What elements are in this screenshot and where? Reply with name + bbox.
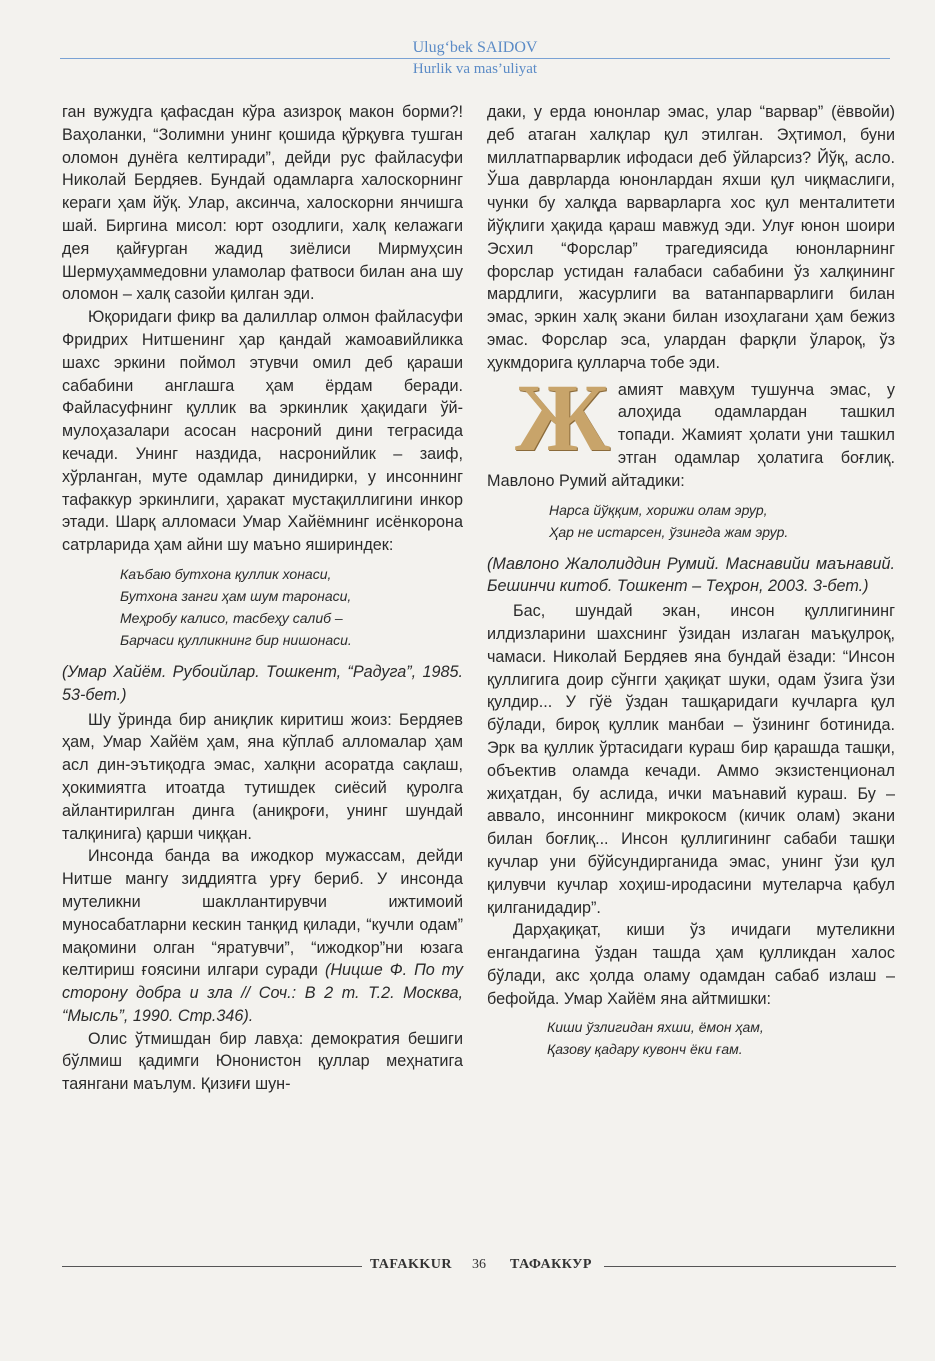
- page-number: 36: [472, 1257, 486, 1272]
- footer-journal-latin: TAFAKKUR: [370, 1257, 453, 1272]
- poem-line: Қазову қадару кувонч ёки ғам.: [547, 1041, 743, 1058]
- footer-rule-right: [604, 1266, 896, 1267]
- paragraph-text: Инсонда банда ва ижодкор мужассам, дейди Нитше мангу зиддиятга урғу бериб. У инсонда мутеликни шакллантирувчи ижтимоий муносабатларни кескин танқид қилади, “кучли одам” мақомини олган “яратувчи”, “ижодкор”ни юзага келтириш ғоясини илгари суради: [62, 847, 463, 980]
- poem-khayyam-2: [547, 1016, 895, 1060]
- paragraph: Бас, шундай экан, инсон қуллигининг илдизларини шахснинг ўзидан излаган маъқулроқ, чамаси. Николай Бердяев яна бундай ёзади: “Инсон қуллигига доир сўнгги ҳақиқат шуки, одам ўзига ўзи қулдир... У гўё ўздан ташқаридаги кучларга қул бўлади, бироқ қуллик манбаи – ўзининг ботинида. Эрк ва қуллик ўртасидаги кураш бир қарашда ташқи, объектив оламда кечади. Аммо экзистенционал жиҳатдан, бу аслида, ички маънавий кураш. Бу – аввало, инсоннинг микрокосм (кичик олам) экани билан боғлиқ... Инсон қуллигининг сабаби ташқи кучлар уни бўйсундирганида эмас, унинг ўзи қул қилувчи кучлар хоҳиш-иродасини мутеларча қабул қилганидадир”.: [487, 602, 895, 917]
- dropcap-paragraph: [487, 363, 895, 493]
- dropcap-letter: Ж: [515, 363, 610, 471]
- poem-line: Ҳар не истарсен, ўзингда жам эрур.: [549, 523, 789, 540]
- inline-citation: (Ницше Ф. По ту сторону добра и зла // Соч.: В 2 т. Т.2. Москва, “Мысль”, 1990. Стр.346).: [62, 961, 464, 1025]
- poem-line: Каъбаю бутхона қуллик хонаси,: [120, 565, 332, 582]
- poem-line: Бутхона занги ҳам шум таронаси,: [120, 587, 352, 604]
- poem-line: Меҳробу калисо, тасбеҳу салиб –: [120, 609, 343, 626]
- paragraph: [62, 845, 463, 1027]
- header-rule: [60, 58, 890, 59]
- poem-line: Киши ўзлигидан яхши, ёмон ҳам,: [547, 1019, 764, 1036]
- running-header: [60, 38, 890, 78]
- header-title: Hurlik va mas’uliyat: [412, 61, 538, 77]
- paragraph: ган вужудга қафасдан кўра азизроқ макон борми?! Ваҳоланки, “Золимни унинг қошида қўрқувга тушган оломон дунёга келтиради”, дейди рус файласуфи Николай Бердяев. Бундай одамларга халоскорнинг кераги ҳам йўқ. Улар, аксинча, халоскорни янчишга шай. Биргина мисол: юрт озодлиги, халқ келажаги дея қайғурган жадид зиёлиси Мирмуҳсин Шермуҳаммедовни уламолар фатвоси билан ана шу оломон – халқ сазойи қилган эди.: [62, 103, 463, 304]
- paragraph: Олис ўтмишдан бир лавҳа: демократия бешиги бўлмиш қадимги Юнонистон қуллар меҳнатига таянгани маълум. Қизиғи шун-: [62, 1029, 463, 1094]
- citation: (Мавлоно Жалолиддин Румий. Маснавийи маънавий. Бешинчи китоб. Тошкент – Теҳрон, 2003. 3-бет.): [487, 554, 895, 596]
- header-author: Ulug‘bek SAIDOV: [412, 39, 538, 56]
- right-column: [487, 101, 895, 1064]
- left-column: [62, 101, 463, 1096]
- paragraph: даки, у ерда юнонлар эмас, улар “варвар” (ёввойи) деб атаган халқлар қул этилган. Эҳтимол, буни миллатпарварлик ифодаси деб ўйларсиз? Йўқ, асло. Ўша даврларда юнонлардан яхши қул чиқмаслиги, чунки бу халқда варварларга хос қул менталитети йўқлиги ҳақида қараш мавжуд эди. Улуғ юнон шоири Эсхил “Форслар” трагедиясида юнонларнинг форслар устидан ғалабаси сабабини ўз халқининг мардлиги, жасурлиги ва ватанпарварлиги билан эмас, эркин халқ экани билан изоҳлагани ҳам бежиз эмас. Форслар эса, улардан фарқли ўлароқ, ўз ҳукмдорига қулларча тобе эди.: [487, 103, 895, 372]
- paragraph: Юқоридаги фикр ва далиллар олмон файласуфи Фридрих Нитшенинг ҳар қандай жамоавийликка шахс эркини поймол этувчи омил деб қараши сабабини англашга ҳам ёрдам беради. Файласуфнинг қуллик ва эркинлик ҳақидаги ўй-мулоҳазалари асосан насроний дини теграсида кечади. Унинг наздида, насронийлик – заиф, хўрланган, муте одамлар динидирки, у инсоннинг тафаккур эркинлиги, ҳаракат мустақиллигини инкор этади. Шарқ алломаси Умар Хайёмнинг исёнкорона сатрларида ҳам айни шу маъно яшириндек:: [62, 308, 463, 555]
- footer-rule-left: [62, 1266, 362, 1267]
- citation: (Умар Хайём. Рубоийлар. Тошкент, “Радуга”, 1985. 53-бет.): [62, 662, 463, 704]
- footer-journal-cyrillic: ТАФАККУР: [510, 1257, 592, 1272]
- poem-rumi: [549, 499, 895, 543]
- paragraph: Дарҳақиқат, киши ўз ичидаги мутеликни енгандагина ўздан ташда ҳам қулликдан халос бўлади, акс ҳолда оламу одамдан сабаб излаш – бефойда. Умар Хайём яна айтмишки:: [487, 921, 895, 1008]
- paragraph: Шу ўринда бир аниқлик киритиш жоиз: Бердяев ҳам, Умар Хайём ҳам, яна кўплаб алломалар ҳам асл дин-эътиқодга эмас, халқни асоратда сақлаш, ҳокимиятга итоатда тутишдек сиёсий қуролга айлантирилган динга (аниқроғи, унинг шундай талқинига) қарши чиққан.: [62, 710, 463, 843]
- paragraph: амият мавҳум тушунча эмас, у алоҳида одамлардан ташкил топади. Жамият ҳолати уни ташкил этган одамлар ҳолатига боғлиқ. Мавлоно Румий айтадики:: [487, 380, 895, 490]
- page-footer: [62, 1256, 896, 1276]
- poem-khayyam: [120, 563, 463, 651]
- poem-line: Нарса йўққим, хорижи олам эрур,: [549, 501, 768, 518]
- poem-line: Барчаси қулликнинг бир нишонаси.: [120, 631, 352, 648]
